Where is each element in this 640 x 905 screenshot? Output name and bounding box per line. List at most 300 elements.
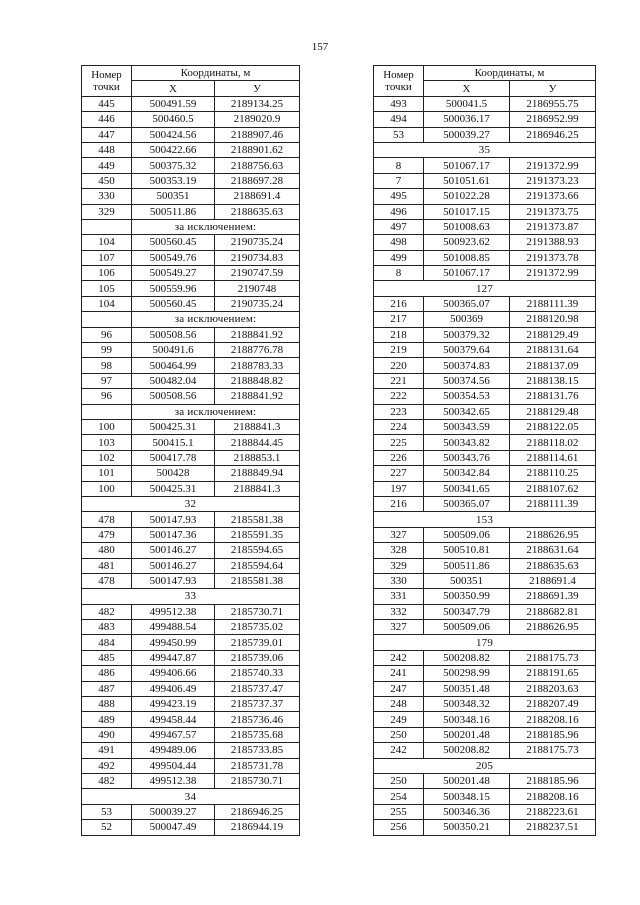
y-coordinate-cell: 2188138.15: [510, 373, 596, 388]
table-row: [374, 235, 596, 250]
table-row: [82, 450, 300, 465]
table-row: [82, 527, 300, 542]
y-coordinate-cell: 2191373.66: [510, 189, 596, 204]
y-coordinate-cell: 2186946.25: [215, 804, 300, 819]
x-coordinate-cell: 499406.66: [132, 666, 215, 681]
table-row: [82, 604, 300, 619]
x-coordinate-cell: 500511.86: [424, 558, 510, 573]
section-row: [374, 512, 596, 527]
point-number-cell: 481: [82, 558, 132, 573]
table-row: [82, 389, 300, 404]
table-row: [374, 558, 596, 573]
y-coordinate-cell: 2185730.71: [215, 773, 300, 788]
y-coordinate-cell: 2188841.92: [215, 389, 300, 404]
x-coordinate-cell: 500201.48: [424, 727, 510, 742]
x-coordinate-cell: 500348.32: [424, 697, 510, 712]
y-coordinate-cell: 2189020.9: [215, 112, 300, 127]
point-number-cell: 494: [374, 112, 424, 127]
x-coordinate-cell: 500343.76: [424, 450, 510, 465]
y-coordinate-cell: 2188841.3: [215, 481, 300, 496]
point-number-cell: 225: [374, 435, 424, 450]
table-row: [374, 604, 596, 619]
x-coordinate-cell: 499504.44: [132, 758, 215, 773]
x-coordinate-cell: 500464.99: [132, 358, 215, 373]
x-coordinate-cell: 500347.79: [424, 604, 510, 619]
point-number-cell: 484: [82, 635, 132, 650]
x-coordinate-cell: 500146.27: [132, 543, 215, 558]
table-row: [82, 142, 300, 157]
x-coordinate-cell: 500415.1: [132, 435, 215, 450]
table-row: [374, 589, 596, 604]
table-row: [374, 466, 596, 481]
section-label: за исключением:: [132, 404, 300, 419]
point-number-cell: 330: [374, 573, 424, 588]
table-row: [374, 573, 596, 588]
section-row: [82, 496, 300, 511]
x-coordinate-cell: 500559.96: [132, 281, 215, 296]
table-row: [374, 773, 596, 788]
x-coordinate-cell: 500375.32: [132, 158, 215, 173]
y-coordinate-cell: 2191373.78: [510, 250, 596, 265]
table-row: [82, 727, 300, 742]
table-row: [82, 189, 300, 204]
point-number-cell: 216: [374, 496, 424, 511]
y-coordinate-cell: 2185736.46: [215, 712, 300, 727]
point-number-cell: 449: [82, 158, 132, 173]
x-coordinate-cell: 500560.45: [132, 235, 215, 250]
point-number-cell: 480: [82, 543, 132, 558]
point-number-cell: 329: [374, 558, 424, 573]
x-coordinate-cell: 500374.56: [424, 373, 510, 388]
table-row: [374, 96, 596, 111]
table-row: [82, 650, 300, 665]
point-number-cell: 104: [82, 235, 132, 250]
x-column-header: X: [132, 81, 215, 96]
table-body: [82, 96, 300, 835]
point-number-cell: 99: [82, 343, 132, 358]
table-row: [82, 543, 300, 558]
point-number-cell: 491: [82, 743, 132, 758]
x-coordinate-cell: 500351: [424, 573, 510, 588]
point-number-cell: 331: [374, 589, 424, 604]
point-number-cell: 7: [374, 173, 424, 188]
y-coordinate-cell: 2185735.68: [215, 727, 300, 742]
x-coordinate-cell: 501051.61: [424, 173, 510, 188]
y-coordinate-cell: 2188208.16: [510, 712, 596, 727]
x-coordinate-cell: 500342.84: [424, 466, 510, 481]
x-coordinate-cell: 500923.62: [424, 235, 510, 250]
point-number-cell: 255: [374, 804, 424, 819]
x-coordinate-cell: 500365.07: [424, 496, 510, 511]
y-coordinate-cell: 2185591.35: [215, 527, 300, 542]
table-row: [82, 419, 300, 434]
table-row: [82, 697, 300, 712]
x-coordinate-cell: 500047.49: [132, 820, 215, 835]
y-coordinate-cell: 2188111.39: [510, 296, 596, 311]
y-coordinate-cell: 2186955.75: [510, 96, 596, 111]
y-coordinate-cell: 2188783.33: [215, 358, 300, 373]
x-coordinate-cell: 500039.27: [132, 804, 215, 819]
x-coordinate-cell: 500560.45: [132, 296, 215, 311]
table-row: [374, 435, 596, 450]
y-coordinate-cell: 2188853.1: [215, 450, 300, 465]
x-coordinate-cell: 501017.15: [424, 204, 510, 219]
point-number-cell: 105: [82, 281, 132, 296]
point-number-cell: 96: [82, 327, 132, 342]
y-coordinate-cell: 2190748: [215, 281, 300, 296]
point-number-cell: 222: [374, 389, 424, 404]
table-row: [374, 650, 596, 665]
x-coordinate-cell: 500508.56: [132, 327, 215, 342]
point-number-cell: 106: [82, 266, 132, 281]
y-coordinate-cell: 2185740.33: [215, 666, 300, 681]
y-coordinate-cell: 2189134.25: [215, 96, 300, 111]
x-coordinate-cell: 499512.38: [132, 604, 215, 619]
point-number-cell: 100: [82, 481, 132, 496]
x-coordinate-cell: 501022.28: [424, 189, 510, 204]
x-coordinate-cell: 501067.17: [424, 158, 510, 173]
section-row: [82, 589, 300, 604]
point-number-cell: 98: [82, 358, 132, 373]
x-coordinate-cell: 500379.64: [424, 343, 510, 358]
point-number-cell: 250: [374, 727, 424, 742]
coordinates-table-right: [373, 65, 596, 836]
point-number-cell: 450: [82, 173, 132, 188]
point-number-cell: 53: [374, 127, 424, 142]
y-coordinate-cell: 2188118.02: [510, 435, 596, 450]
point-number-cell: 52: [82, 820, 132, 835]
y-coordinate-cell: 2185735.02: [215, 620, 300, 635]
point-number-cell: 478: [82, 573, 132, 588]
point-number-header-line1: Номер: [91, 68, 122, 81]
y-coordinate-cell: 2188626.95: [510, 620, 596, 635]
point-number-cell: 8: [374, 158, 424, 173]
y-coordinate-cell: 2188175.73: [510, 650, 596, 665]
x-coordinate-cell: 499489.06: [132, 743, 215, 758]
point-number-cell: 330: [82, 189, 132, 204]
y-coordinate-cell: 2188756.63: [215, 158, 300, 173]
x-coordinate-cell: 500491.59: [132, 96, 215, 111]
section-blank-cell: [82, 404, 132, 419]
point-number-cell: 197: [374, 481, 424, 496]
point-number-cell: 256: [374, 820, 424, 835]
table-row: [82, 343, 300, 358]
x-coordinate-cell: 500147.93: [132, 573, 215, 588]
y-coordinate-cell: 2188185.96: [510, 727, 596, 742]
y-coordinate-cell: 2188185.96: [510, 773, 596, 788]
section-row: [82, 789, 300, 804]
y-coordinate-cell: 2191372.99: [510, 158, 596, 173]
y-coordinate-cell: 2188841.92: [215, 327, 300, 342]
x-coordinate-cell: 500460.5: [132, 112, 215, 127]
table-row: [374, 496, 596, 511]
table-row: [374, 789, 596, 804]
x-coordinate-cell: 499406.49: [132, 681, 215, 696]
point-number-cell: 250: [374, 773, 424, 788]
table-row: [374, 112, 596, 127]
table-row: [374, 743, 596, 758]
point-number-cell: 486: [82, 666, 132, 681]
point-number-cell: 104: [82, 296, 132, 311]
point-number-cell: 495: [374, 189, 424, 204]
table-row: [374, 727, 596, 742]
y-coordinate-cell: 2191373.75: [510, 204, 596, 219]
table-row: [374, 358, 596, 373]
point-number-cell: 499: [374, 250, 424, 265]
point-number-cell: 327: [374, 620, 424, 635]
table-row: [82, 466, 300, 481]
table-row: [374, 204, 596, 219]
table-row: [82, 112, 300, 127]
section-row: [82, 219, 300, 234]
y-coordinate-cell: 2188203.63: [510, 681, 596, 696]
x-coordinate-cell: 500147.36: [132, 527, 215, 542]
x-coordinate-cell: 500511.86: [132, 204, 215, 219]
x-coordinate-cell: 500036.17: [424, 112, 510, 127]
section-label: за исключением:: [132, 219, 300, 234]
section-row: [82, 404, 300, 419]
point-number-cell: 249: [374, 712, 424, 727]
y-coordinate-cell: 2188635.63: [510, 558, 596, 573]
y-coordinate-cell: 2188697.28: [215, 173, 300, 188]
x-coordinate-cell: 500343.82: [424, 435, 510, 450]
x-coordinate-cell: 500208.82: [424, 650, 510, 665]
x-coordinate-cell: 500510.81: [424, 543, 510, 558]
point-number-cell: 241: [374, 666, 424, 681]
table-row: [82, 820, 300, 835]
section-row: [374, 142, 596, 157]
x-coordinate-cell: 500509.06: [424, 527, 510, 542]
y-coordinate-cell: 2188207.49: [510, 697, 596, 712]
y-column-header: У: [215, 81, 300, 96]
y-coordinate-cell: 2185731.78: [215, 758, 300, 773]
table-row: [374, 158, 596, 173]
section-label: 179: [374, 635, 596, 650]
table-row: [82, 512, 300, 527]
y-coordinate-cell: 2185581.38: [215, 573, 300, 588]
y-coordinate-cell: 2188208.16: [510, 789, 596, 804]
page-number: 157: [311, 41, 329, 53]
point-number-cell: 448: [82, 142, 132, 157]
point-number-cell: 53: [82, 804, 132, 819]
table-row: [82, 296, 300, 311]
table-row: [82, 173, 300, 188]
table-row: [374, 620, 596, 635]
table-row: [82, 743, 300, 758]
point-number-cell: 102: [82, 450, 132, 465]
x-coordinate-cell: 500425.31: [132, 481, 215, 496]
x-coordinate-cell: 501067.17: [424, 266, 510, 281]
table-row: [82, 327, 300, 342]
point-number-cell: 483: [82, 620, 132, 635]
x-coordinate-cell: 500428: [132, 466, 215, 481]
x-coordinate-cell: 500491.6: [132, 343, 215, 358]
table-row: [82, 804, 300, 819]
y-coordinate-cell: 2188844.45: [215, 435, 300, 450]
x-coordinate-cell: 499512.38: [132, 773, 215, 788]
x-coordinate-cell: 501008.63: [424, 219, 510, 234]
table-row: [374, 343, 596, 358]
table-row: [82, 127, 300, 142]
table-row: [374, 419, 596, 434]
y-coordinate-cell: 2188776.78: [215, 343, 300, 358]
x-coordinate-cell: 500425.31: [132, 419, 215, 434]
table-row: [82, 666, 300, 681]
y-coordinate-cell: 2185730.71: [215, 604, 300, 619]
x-column-header: X: [424, 81, 510, 96]
point-number-cell: 226: [374, 450, 424, 465]
table-row: [374, 373, 596, 388]
point-number-cell: 101: [82, 466, 132, 481]
table-row: [82, 250, 300, 265]
point-number-cell: 8: [374, 266, 424, 281]
table-row: [82, 558, 300, 573]
table-row: [374, 219, 596, 234]
y-coordinate-cell: 2188237.51: [510, 820, 596, 835]
point-number-header: [82, 66, 132, 97]
x-coordinate-cell: 500350.21: [424, 820, 510, 835]
x-coordinate-cell: 500379.32: [424, 327, 510, 342]
point-number-cell: 100: [82, 419, 132, 434]
point-number-cell: 328: [374, 543, 424, 558]
y-coordinate-cell: 2188107.62: [510, 481, 596, 496]
y-coordinate-cell: 2188849.94: [215, 466, 300, 481]
y-coordinate-cell: 2185594.64: [215, 558, 300, 573]
point-number-cell: 221: [374, 373, 424, 388]
y-coordinate-cell: 2185581.38: [215, 512, 300, 527]
table-row: [82, 573, 300, 588]
x-coordinate-cell: 500298.99: [424, 666, 510, 681]
point-number-cell: 493: [374, 96, 424, 111]
point-number-cell: 329: [82, 204, 132, 219]
point-number-header-line1: Номер: [383, 68, 414, 81]
section-label: 205: [374, 758, 596, 773]
x-coordinate-cell: 499467.57: [132, 727, 215, 742]
point-number-cell: 103: [82, 435, 132, 450]
y-coordinate-cell: 2191372.99: [510, 266, 596, 281]
x-coordinate-cell: 500201.48: [424, 773, 510, 788]
point-number-cell: 497: [374, 219, 424, 234]
x-coordinate-cell: 500341.65: [424, 481, 510, 496]
y-coordinate-cell: 2188110.25: [510, 466, 596, 481]
table-row: [82, 635, 300, 650]
point-number-cell: 96: [82, 389, 132, 404]
y-column-header: У: [510, 81, 596, 96]
y-coordinate-cell: 2190735.24: [215, 235, 300, 250]
y-coordinate-cell: 2188129.49: [510, 327, 596, 342]
point-number-cell: 485: [82, 650, 132, 665]
point-number-header: [374, 66, 424, 97]
y-coordinate-cell: 2188223.61: [510, 804, 596, 819]
y-coordinate-cell: 2190747.59: [215, 266, 300, 281]
table-row: [82, 204, 300, 219]
x-coordinate-cell: 500342.65: [424, 404, 510, 419]
table-row: [374, 266, 596, 281]
table-row: [82, 620, 300, 635]
y-coordinate-cell: 2188691.39: [510, 589, 596, 604]
table-row: [374, 189, 596, 204]
y-coordinate-cell: 2191388.93: [510, 235, 596, 250]
table-row: [374, 543, 596, 558]
point-number-cell: 217: [374, 312, 424, 327]
y-coordinate-cell: 2188137.09: [510, 358, 596, 373]
point-number-cell: 446: [82, 112, 132, 127]
point-number-cell: 223: [374, 404, 424, 419]
point-number-header-line2: точки: [385, 80, 412, 93]
point-number-cell: 489: [82, 712, 132, 727]
section-label: 33: [82, 589, 300, 604]
table-header-row: [374, 66, 596, 81]
table-row: [82, 358, 300, 373]
x-coordinate-cell: 500146.27: [132, 558, 215, 573]
table-row: [374, 712, 596, 727]
table-row: [374, 389, 596, 404]
y-coordinate-cell: 2188111.39: [510, 496, 596, 511]
x-coordinate-cell: 500348.15: [424, 789, 510, 804]
y-coordinate-cell: 2188114.61: [510, 450, 596, 465]
table-row: [82, 281, 300, 296]
point-number-cell: 479: [82, 527, 132, 542]
x-coordinate-cell: 500147.93: [132, 512, 215, 527]
point-number-cell: 219: [374, 343, 424, 358]
table-row: [374, 250, 596, 265]
x-coordinate-cell: 500353.19: [132, 173, 215, 188]
point-number-cell: 496: [374, 204, 424, 219]
point-number-cell: 107: [82, 250, 132, 265]
point-number-cell: 492: [82, 758, 132, 773]
x-coordinate-cell: 500351.48: [424, 681, 510, 696]
table-row: [374, 666, 596, 681]
section-label: 34: [82, 789, 300, 804]
section-label: 35: [374, 142, 596, 157]
x-coordinate-cell: 500346.36: [424, 804, 510, 819]
point-number-cell: 487: [82, 681, 132, 696]
point-number-cell: 445: [82, 96, 132, 111]
y-coordinate-cell: 2191373.87: [510, 219, 596, 234]
x-coordinate-cell: 500424.56: [132, 127, 215, 142]
table-row: [82, 681, 300, 696]
section-row: [374, 758, 596, 773]
table-row: [82, 435, 300, 450]
point-number-cell: 488: [82, 697, 132, 712]
point-number-cell: 224: [374, 419, 424, 434]
y-coordinate-cell: 2188848.82: [215, 373, 300, 388]
section-row: [374, 635, 596, 650]
coordinates-header: Координаты, м: [424, 66, 596, 81]
table-row: [374, 327, 596, 342]
point-number-cell: 478: [82, 512, 132, 527]
table-row: [82, 96, 300, 111]
y-coordinate-cell: 2188907.46: [215, 127, 300, 142]
x-coordinate-cell: 499450.99: [132, 635, 215, 650]
y-coordinate-cell: 2185739.06: [215, 650, 300, 665]
section-blank-cell: [82, 219, 132, 234]
point-number-cell: 97: [82, 373, 132, 388]
y-coordinate-cell: 2188120.98: [510, 312, 596, 327]
x-coordinate-cell: 500039.27: [424, 127, 510, 142]
point-number-cell: 248: [374, 697, 424, 712]
y-coordinate-cell: 2188682.81: [510, 604, 596, 619]
table-row: [374, 527, 596, 542]
table-row: [374, 820, 596, 835]
table-row: [82, 481, 300, 496]
x-coordinate-cell: 499447.87: [132, 650, 215, 665]
table-row: [82, 235, 300, 250]
section-row: [374, 281, 596, 296]
point-number-cell: 218: [374, 327, 424, 342]
y-coordinate-cell: 2186952.99: [510, 112, 596, 127]
x-coordinate-cell: 500508.56: [132, 389, 215, 404]
